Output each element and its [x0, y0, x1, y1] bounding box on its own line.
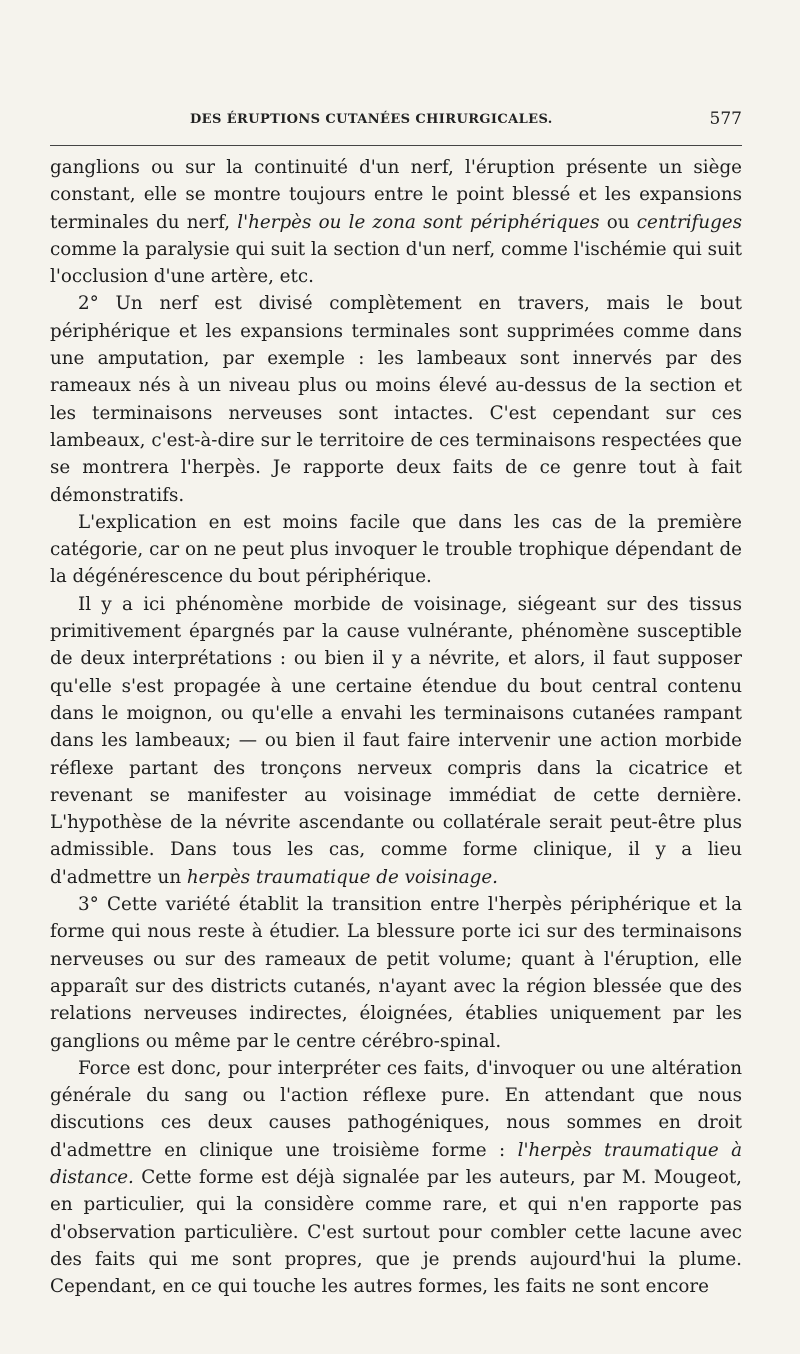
page-number: 577 — [709, 109, 742, 129]
paragraph — [50, 591, 742, 891]
text-run: ganglions ou sur la continuité d'un nerf, l'éruption présente un siège constant, elle se montre toujours entre le point blessé et les expansions terminales du nerf, — [50, 157, 742, 233]
paragraph — [50, 509, 742, 591]
paragraph — [50, 154, 742, 290]
text-run: Cette forme est déjà signalée par les auteurs, par M. Mougeot, en particulier, qui la considère comme rare, et qui n'en rapporte pas d'observation particulière. C'est surtout pour combler cette lacune avec des faits qui me sont propres, que je prends aujourd'hui la plume. Cependant, en ce qui touche les autres formes, les faits ne sont encore — [50, 1166, 742, 1298]
text-run: ou — [599, 211, 637, 233]
text-run: comme la paralysie qui suit la section d'un nerf, comme l'ischémie qui suit l'occlusion d'une artère, etc. — [50, 238, 742, 288]
page-header — [50, 109, 742, 136]
text-run: 3° Cette variété établit la transition entre l'herpès périphérique et la forme qui nous reste à étudier. La blessure porte ici sur des terminaisons nerveuses ou sur des rameaux de petit volume; quant à l'éruption, elle apparaît sur des districts cutanés, n'ayant avec la région blessée que des relations nerveuses indirectes, éloignées, établies uniquement par les ganglions ou même par le centre cérébro-spinal. — [50, 894, 742, 1052]
paragraph — [50, 891, 742, 1055]
text-run: L'explication en est moins facile que dans les cas de la première catégorie, car on ne peut plus invoquer le trouble trophique dépendant de la dégénérescence du bout périphérique. — [50, 511, 742, 588]
italic-run: l'herpès traumatique à distance. — [50, 1139, 743, 1188]
italic-run: herpès traumatique de voisinage. — [186, 866, 498, 888]
header-rule — [50, 145, 742, 146]
paragraph — [50, 1055, 742, 1301]
body-text — [50, 154, 742, 1300]
paragraph — [50, 290, 742, 508]
text-run: 2° Un nerf est divisé complètement en travers, mais le bout périphérique et les expansions terminales sont supprimées comme dans une amputation, par exemple : les lambeaux sont innervés par des rameaux nés à un niveau plus ou moins élevé au-dessus de la section et les terminaisons nerveuses sont intactes. C'est cependant sur ces lambeaux, c'est-à-dire sur le territoire de ces terminaisons respectées que se montrera l'herpès. Je rapporte deux faits de ce genre tout à fait démonstratifs. — [50, 293, 742, 506]
italic-run: l'herpès ou le zona sont périphériques — [237, 211, 600, 233]
running-head: DES ÉRUPTIONS CUTANÉES CHIRURGICALES. — [190, 112, 553, 127]
italic-run: centrifuges — [636, 211, 742, 233]
text-run: Il y a ici phénomène morbide de voisinage, siégeant sur des tissus primitivement épargnés par la cause vulnérante, phénomène susceptible de deux interprétations : ou bien il y a névrite, et alors, il faut supposer qu'elle s'est propagée à une certaine étendue du bout central contenu dans le moignon, ou qu'elle a envahi les terminaisons cutanées rampant dans les lambeaux; — ou bien il faut faire intervenir une action morbide réflexe partant des tronçons nerveux compris dans la cicatrice et revenant se manifester au voisinage immédiat de cette dernière. L'hypothèse de la névrite ascendante ou collatérale serait peut-être plus admissible. Dans tous les cas, comme forme clinique, il y a lieu d'admettre un — [50, 593, 742, 888]
text-run: Force est donc, pour interpréter ces faits, d'invoquer ou une altération générale du sang ou l'action réflexe pure. En attendant que nous discutions ces deux causes pathogéniques, nous sommes en droit d'admettre en clinique une troisième forme : — [50, 1057, 742, 1161]
